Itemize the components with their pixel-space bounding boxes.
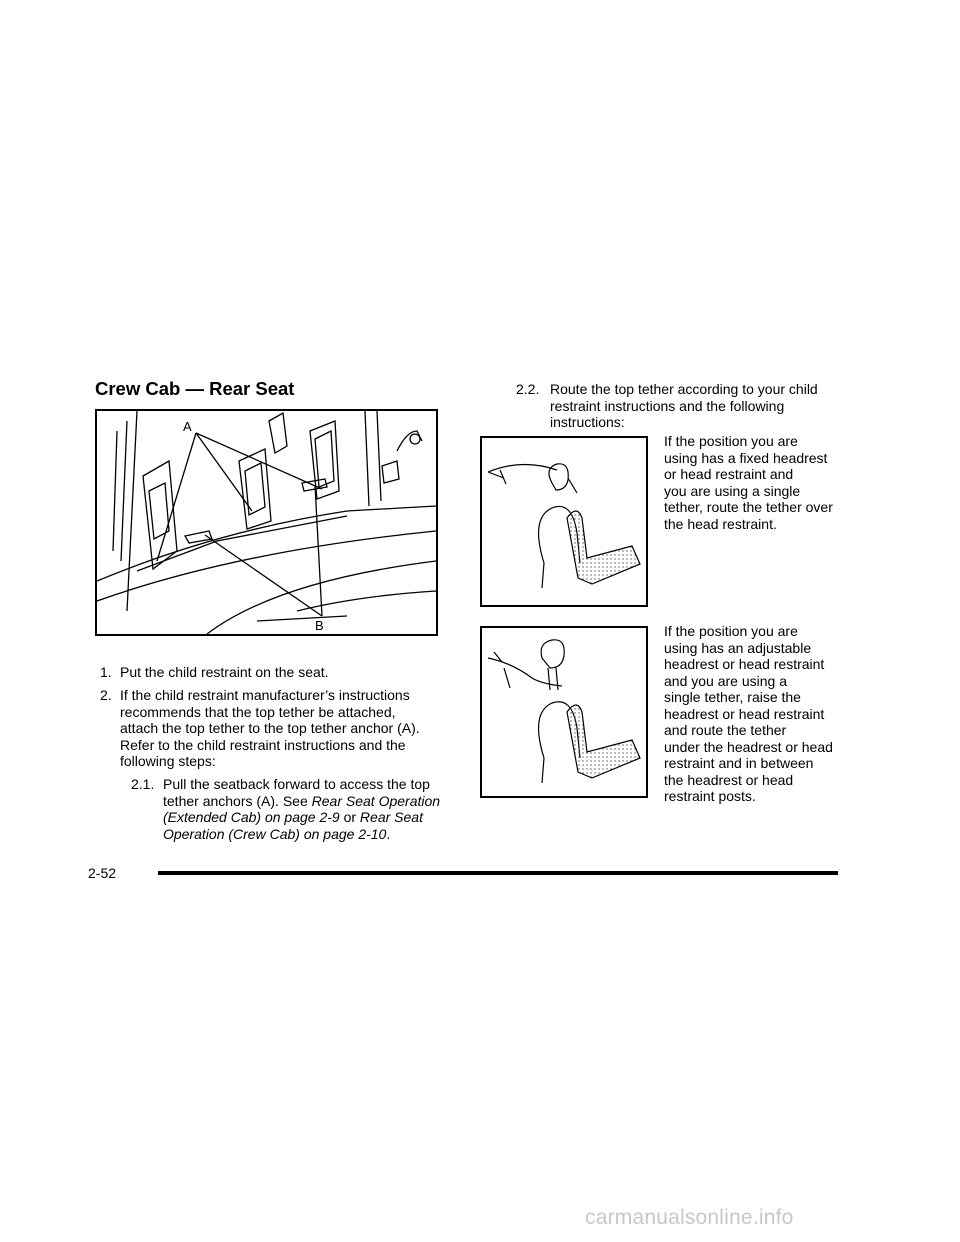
adjustable-headrest-illustration xyxy=(480,626,648,798)
fixed-headrest-line: the head restraint. xyxy=(664,515,777,532)
step-2-number: 2. xyxy=(100,687,112,703)
fixed-headrest-text xyxy=(664,433,864,532)
fixed-headrest-line: If the position you are xyxy=(664,433,798,449)
adjustable-headrest-line: the headrest or head xyxy=(664,771,794,788)
adjustable-headrest-line: single tether, raise the xyxy=(664,689,801,705)
fixed-headrest-line: using has a fixed headrest xyxy=(664,449,828,466)
link-rear-seat-crew[interactable]: Rear Seat xyxy=(359,809,423,825)
step-2-line: If the child restraint manufacturer’s instructions xyxy=(120,687,410,703)
page-number: 2-52 xyxy=(88,865,117,881)
substep-2-2 xyxy=(516,381,846,436)
adjustable-headrest-line: and route the tether xyxy=(664,722,787,738)
step-1-text: Put the child restraint on the seat. xyxy=(120,664,329,680)
adjustable-headrest-line: restraint and in between xyxy=(664,755,814,771)
link-rear-seat-operation-cont[interactable]: (Extended Cab) on page 2-9 xyxy=(163,809,340,825)
link-rear-seat-operation[interactable]: Rear Seat Operation xyxy=(311,792,441,809)
adjustable-headrest-line: using has an adjustable xyxy=(664,639,812,656)
fixed-headrest-illustration xyxy=(480,436,648,607)
or-text: or xyxy=(339,809,360,825)
fixed-headrest-line: tether, route the tether over xyxy=(664,499,833,515)
adjustable-headrest-line: restraint posts. xyxy=(664,788,756,804)
link-rear-seat-crew-cont[interactable]: Operation (Crew Cab) on page 2-10 xyxy=(163,825,387,842)
label-a: A xyxy=(183,419,192,434)
step-2-line: recommends that the top tether be attached, xyxy=(120,703,396,720)
adjustable-headrest-line: headrest or head restraint xyxy=(664,705,825,722)
adjustable-headrest-text xyxy=(664,623,864,805)
fixed-headrest-drawing xyxy=(482,438,646,605)
step-2 xyxy=(100,687,445,777)
section-title: Crew Cab — Rear Seat xyxy=(95,378,295,399)
watermark[interactable]: carmanualsonline.info xyxy=(585,1206,794,1229)
adjustable-headrest-line: headrest or head restraint xyxy=(664,656,825,672)
step-2-line: following steps: xyxy=(120,753,216,769)
substep-2-1-prefix: tether anchors (A). See xyxy=(163,792,312,809)
step-2-line: attach the top tether to the top tether anchor (A). xyxy=(120,720,420,736)
adjustable-headrest-drawing xyxy=(482,628,646,796)
step-2-line: Refer to the child restraint instructions and the xyxy=(120,736,406,753)
substep-2-2-line: instructions: xyxy=(550,414,625,430)
adjustable-headrest-line: and you are using a xyxy=(664,672,787,689)
substep-2-1-line: Pull the seatback forward to access the top xyxy=(163,776,430,792)
step-1-number: 1. xyxy=(100,664,112,680)
substep-2-1 xyxy=(131,776,451,842)
fixed-headrest-line: you are using a single xyxy=(664,482,801,499)
adjustable-headrest-line: If the position you are xyxy=(664,623,798,639)
substep-2-2-line: Route the top tether according to your child xyxy=(550,381,818,397)
period: . xyxy=(386,825,391,842)
rear-seat-drawing xyxy=(97,411,436,634)
label-b: B xyxy=(315,618,324,633)
fixed-headrest-line: or head restraint and xyxy=(664,466,794,482)
substep-2-1-number: 2.1. xyxy=(131,776,155,792)
rear-seat-anchor-illustration xyxy=(95,409,438,636)
footer-rule xyxy=(158,871,838,875)
adjustable-headrest-line: under the headrest or head xyxy=(664,738,833,755)
substep-2-2-number: 2.2. xyxy=(516,381,540,397)
substep-2-2-line: restraint instructions and the following xyxy=(550,397,785,414)
